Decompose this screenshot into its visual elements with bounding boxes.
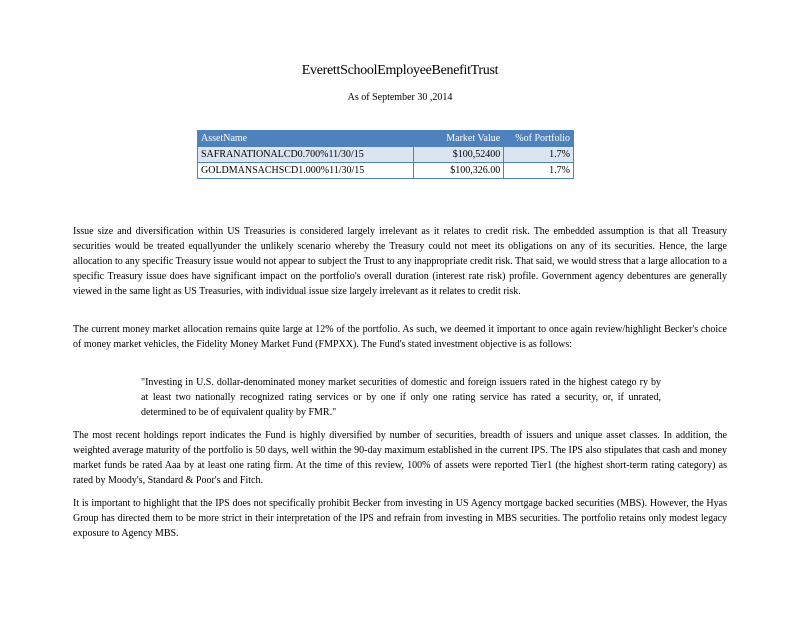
fund-objective-quote: "Investing in U.S. dollar-denominated money market securities of domestic and foreign issuers rated in the highest catego ry by at least two nationally recognized rating services or by one if only one rating service has rated a security, or, if unrated, determined to be of equivalent quality by FMR." bbox=[141, 377, 661, 418]
header-asset-name: AssetName bbox=[198, 131, 414, 147]
header-market-value: Market Value bbox=[413, 131, 504, 147]
paragraph-mbs: It is important to highlight that the IPS does not specifically prohibit Becker from investing in US Agency mortgage backed securities (MBS). However, the Hyas Group has directed them to be more strict in their interpretation of the IPS and refrain from investing in MBS securities. The portfolio retains only modest legacy exposure to Agency MBS. bbox=[73, 498, 727, 539]
paragraph-treasury-diversification: Issue size and diversification within US Treasuries is considered largely irrelevant as it relates to credit risk. The embedded assumption is that all Treasury securities would be treated equallyunder the unlikely scenario whereby the Treasury could not meet its obligations on any of its securities. Hence, the large allocation to any specific Treasury issue would not appear to subject the Trust to any inappropriate credit risk. That said, we would stress that a large allocation to a specific Treasury issue does have significant impact on the portfolio's overall duration (interest rate risk) profile. Government agency debentures are generally viewed in the same light as US Treasuries, with individual issue size largely irrelevant as it relates to credit risk. bbox=[73, 226, 727, 297]
header-pct-portfolio: %of Portfolio bbox=[504, 131, 574, 147]
paragraph-holdings-report: The most recent holdings report indicates the Fund is highly diversified by number of securities, breadth of issuers and unique asset classes. In addition, the weighted average maturity of the portfolio is 50 days, well within the 90-day maximum established in the current IPS. The IPS also stipulates that cash and money market funds be rated Aaa by at least one rating firm. At the time of this review, 100% of assets were reported Tier1 (the highest short-term rating category) as rated by Moody's, Standard & Poor's and Fitch. bbox=[73, 430, 727, 486]
table-row bbox=[198, 163, 574, 179]
pct-portfolio-cell: 1.7% bbox=[504, 163, 574, 179]
market-value-cell: $100,52400 bbox=[413, 147, 504, 163]
paragraph-money-market: The current money market allocation remains quite large at 12% of the portfolio. As such, we deemed it important to once again review/highlight Becker's choice of money market vehicles, the Fidelity Money Market Fund (FMPXX). The Fund's stated investment objective is as follows: bbox=[73, 324, 727, 350]
asset-name-cell: SAFRANATIONALCD0.700%11/30/15 bbox=[198, 147, 414, 163]
table-header-row bbox=[198, 131, 574, 147]
pct-portfolio-cell: 1.7% bbox=[504, 147, 574, 163]
market-value-cell: $100,326.00 bbox=[413, 163, 504, 179]
asset-name-cell: GOLDMANSACHSCD1.000%11/30/15 bbox=[198, 163, 414, 179]
holdings-table bbox=[197, 130, 574, 179]
table-row bbox=[198, 147, 574, 163]
document-date: As of September 30 ,2014 bbox=[347, 92, 453, 103]
document-title: EverettSchoolEmployeeBenefitTrust bbox=[301, 63, 499, 78]
